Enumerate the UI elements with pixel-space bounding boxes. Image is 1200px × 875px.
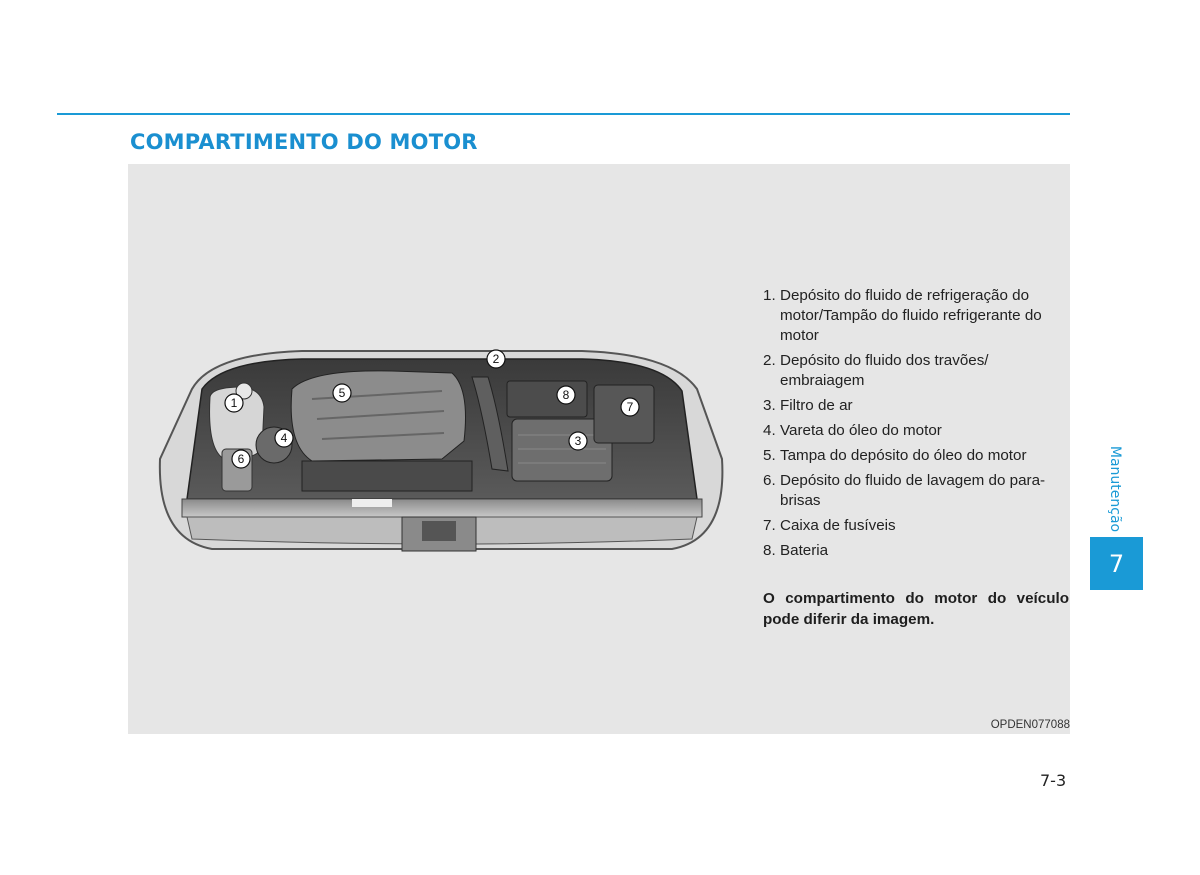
legend-number: 1. (763, 287, 776, 304)
legend-number: 8. (763, 542, 776, 559)
legend-number: 2. (763, 352, 776, 369)
legend-number: 7. (763, 517, 776, 534)
page-title: COMPARTIMENTO DO MOTOR (130, 130, 478, 154)
legend-item (763, 286, 1073, 346)
svg-text:4: 4 (280, 431, 288, 445)
legend-item (763, 446, 1073, 466)
callout-5 (333, 384, 351, 402)
engine-compartment-illustration (152, 349, 728, 559)
chapter-tab: 7 (1090, 537, 1143, 590)
legend-number: 5. (763, 447, 776, 464)
callout-3 (569, 432, 587, 450)
svg-text:2: 2 (492, 352, 500, 366)
header-rule (57, 113, 1070, 115)
callout-4 (275, 429, 293, 447)
figure-note: O compartimento do motor do veículo pode diferir da imagem. (763, 590, 1069, 628)
legend-number: 4. (763, 422, 776, 439)
svg-text:8: 8 (562, 388, 570, 402)
legend-item (763, 471, 1073, 511)
legend-text: Depósito do fluido de lavagem do para-brisas (780, 472, 1046, 509)
legend-text: Caixa de fusíveis (780, 517, 896, 534)
callout-8 (557, 386, 575, 404)
callout-1 (225, 394, 243, 412)
legend-item (763, 541, 1073, 561)
component-legend (763, 286, 1073, 566)
section-side-label (1103, 441, 1127, 537)
legend-text: Vareta do óleo do motor (780, 422, 942, 439)
legend-number: 3. (763, 397, 776, 414)
legend-item (763, 516, 1073, 536)
legend-item (763, 351, 1073, 391)
callout-2 (487, 350, 505, 368)
svg-text:3: 3 (574, 434, 582, 448)
legend-text: Filtro de ar (780, 397, 853, 414)
legend-text: Depósito do fluido de refrigeração do motor/Tampão do fluido refrigerante do motor (780, 287, 1042, 344)
svg-text:1: 1 (230, 396, 238, 410)
svg-text:5: 5 (338, 386, 346, 400)
legend-item (763, 421, 1073, 441)
legend-item (763, 396, 1073, 416)
callout-6 (232, 450, 250, 468)
legend-number: 6. (763, 472, 776, 489)
figure-code: OPDEN077088 (990, 719, 1070, 731)
legend-text: Depósito do fluido dos travões/ embraiagem (780, 352, 989, 389)
svg-text:7: 7 (626, 400, 634, 414)
section-side-label-text: Manutenção (1107, 445, 1123, 533)
legend-text: Tampa do depósito do óleo do motor (780, 447, 1027, 464)
svg-text:6: 6 (237, 452, 245, 466)
callout-7 (621, 398, 639, 416)
page-number: 7-3 (1040, 771, 1067, 790)
legend-text: Bateria (780, 542, 829, 559)
